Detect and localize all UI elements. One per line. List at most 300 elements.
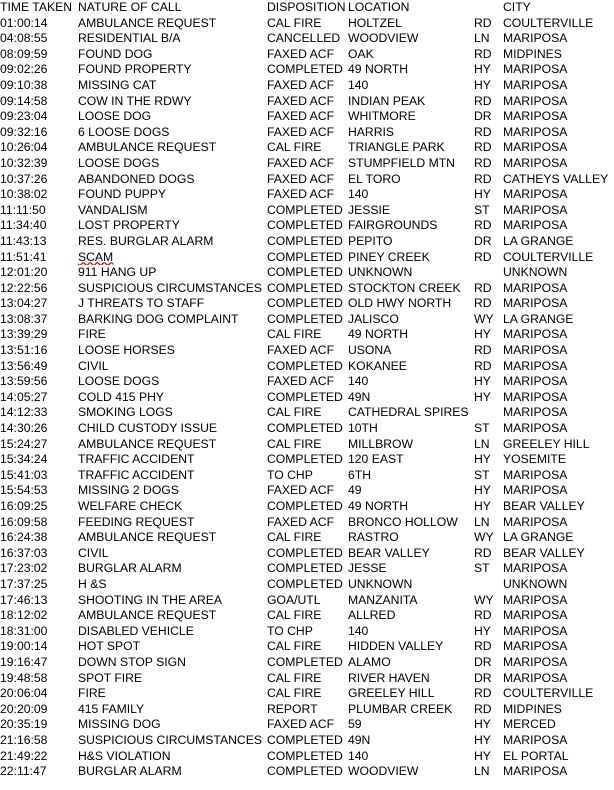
cell-time-taken: 14:12:33 bbox=[0, 405, 48, 420]
cell-disposition: TO CHP bbox=[267, 623, 313, 638]
header-disposition: DISPOSITION bbox=[267, 0, 346, 14]
cell-time-taken: 08:09:59 bbox=[0, 46, 48, 61]
cell-nature-of-call: COW IN THE RDWY bbox=[78, 93, 192, 108]
table-row bbox=[0, 265, 614, 281]
cell-nature-of-call: J THREATS TO STAFF bbox=[78, 296, 205, 311]
cell-street-suffix: DR bbox=[474, 109, 492, 124]
cell-nature-of-call: SCAM bbox=[78, 249, 114, 264]
cell-nature-of-call: MISSING DOG bbox=[78, 717, 161, 732]
table-row bbox=[0, 47, 614, 63]
cell-location: PLUMBAR CREEK bbox=[348, 701, 453, 716]
cell-nature-of-call: LOOSE HORSES bbox=[78, 343, 175, 358]
cell-city: MARIPOSA bbox=[503, 218, 568, 233]
table-row bbox=[0, 530, 614, 546]
cell-disposition: GOA/UTL bbox=[267, 592, 321, 607]
cell-street-suffix: DR bbox=[474, 233, 492, 248]
cell-street-suffix: ST bbox=[474, 467, 490, 482]
table-row bbox=[0, 452, 614, 468]
cell-location: 49 bbox=[348, 483, 362, 498]
call-log-body bbox=[0, 16, 614, 780]
table-row bbox=[0, 593, 614, 609]
cell-location: MILLBROW bbox=[348, 436, 414, 451]
cell-time-taken: 11:43:13 bbox=[0, 233, 47, 248]
cell-location: PEPITO bbox=[348, 233, 393, 248]
cell-nature-of-call: H&S VIOLATION bbox=[78, 748, 171, 763]
table-row bbox=[0, 561, 614, 577]
cell-city: YOSEMITE bbox=[503, 452, 566, 467]
cell-city: MARIPOSA bbox=[503, 623, 568, 638]
cell-city: MARIPOSA bbox=[503, 109, 568, 124]
cell-time-taken: 01:00:14 bbox=[0, 15, 48, 30]
cell-disposition: COMPLETED bbox=[267, 389, 343, 404]
cell-nature-of-call: BURGLAR ALARM bbox=[78, 764, 182, 779]
cell-city: MARIPOSA bbox=[503, 31, 568, 46]
cell-time-taken: 21:49:22 bbox=[0, 748, 48, 763]
cell-time-taken: 21:16:58 bbox=[0, 732, 48, 747]
cell-street-suffix bbox=[474, 577, 503, 593]
cell-location: 49 NORTH bbox=[348, 327, 409, 342]
cell-city: MIDPINES bbox=[503, 701, 562, 716]
cell-street-suffix: WY bbox=[474, 311, 494, 326]
cell-disposition: CAL FIRE bbox=[267, 639, 322, 654]
cell-location: 49N bbox=[348, 732, 371, 747]
cell-disposition: CAL FIRE bbox=[267, 686, 322, 701]
cell-street-suffix: ST bbox=[474, 202, 490, 217]
cell-location: STOCKTON CREEK bbox=[348, 280, 461, 295]
cell-disposition: COMPLETED bbox=[267, 296, 343, 311]
cell-location: BEAR VALLEY bbox=[348, 545, 430, 560]
cell-location: RASTRO bbox=[348, 530, 399, 545]
cell-city: MARIPOSA bbox=[503, 421, 568, 436]
table-row bbox=[0, 717, 614, 733]
table-row bbox=[0, 608, 614, 624]
cell-nature-of-call: FIRE bbox=[78, 327, 106, 342]
cell-time-taken: 19:16:47 bbox=[0, 654, 48, 669]
cell-nature-of-call: FEEDING REQUEST bbox=[78, 514, 195, 529]
table-row bbox=[0, 156, 614, 172]
cell-street-suffix: HY bbox=[474, 77, 491, 92]
table-row bbox=[0, 172, 614, 188]
table-row bbox=[0, 639, 614, 655]
cell-time-taken: 15:41:03 bbox=[0, 467, 48, 482]
cell-nature-of-call: CIVIL bbox=[78, 545, 109, 560]
cell-city: COULTERVILLE bbox=[503, 686, 594, 701]
table-row bbox=[0, 655, 614, 671]
cell-city: CATHEYS VALLEY bbox=[503, 171, 609, 186]
cell-street-suffix bbox=[474, 265, 503, 281]
cell-disposition: COMPLETED bbox=[267, 452, 343, 467]
cell-time-taken: 13:39:29 bbox=[0, 327, 48, 342]
cell-disposition: COMPLETED bbox=[267, 249, 343, 264]
table-row bbox=[0, 483, 614, 499]
cell-location: OAK bbox=[348, 46, 374, 61]
cell-nature-of-call: TRAFFIC ACCIDENT bbox=[78, 467, 195, 482]
cell-city: LA GRANGE bbox=[503, 530, 574, 545]
cell-nature-of-call: AMBULANCE REQUEST bbox=[78, 608, 217, 623]
cell-location: ALAMO bbox=[348, 654, 391, 669]
table-row bbox=[0, 187, 614, 203]
table-row bbox=[0, 421, 614, 437]
cell-street-suffix: RD bbox=[474, 140, 492, 155]
cell-time-taken: 16:37:03 bbox=[0, 545, 48, 560]
cell-street-suffix: RD bbox=[474, 701, 492, 716]
cell-disposition: FAXED ACF bbox=[267, 187, 335, 202]
cell-location: KOKANEE bbox=[348, 358, 407, 373]
cell-disposition: COMPLETED bbox=[267, 311, 343, 326]
cell-time-taken: 18:12:02 bbox=[0, 608, 48, 623]
cell-nature-of-call: FOUND PROPERTY bbox=[78, 62, 192, 77]
cell-time-taken: 04:08:55 bbox=[0, 31, 48, 46]
cell-location: HARRIS bbox=[348, 124, 395, 139]
cell-location: 49 NORTH bbox=[348, 499, 409, 513]
cell-time-taken: 12:01:20 bbox=[0, 265, 48, 280]
cell-location: FAIRGROUNDS bbox=[348, 218, 438, 233]
cell-nature-of-call: LOST PROPERTY bbox=[78, 218, 180, 233]
cell-time-taken: 09:23:04 bbox=[0, 109, 48, 124]
cell-city: MARIPOSA bbox=[503, 187, 568, 202]
table-row bbox=[0, 686, 614, 702]
cell-location: UNKNOWN bbox=[348, 265, 413, 280]
cell-street-suffix: RD bbox=[474, 124, 492, 139]
table-row bbox=[0, 16, 614, 32]
cell-nature-of-call: SUSPICIOUS CIRCUMSTANCES bbox=[78, 280, 262, 295]
cell-street-suffix: WY bbox=[474, 592, 494, 607]
cell-disposition: FAXED ACF bbox=[267, 109, 335, 124]
cell-nature-of-call: WELFARE CHECK bbox=[78, 499, 183, 513]
cell-time-taken: 18:31:00 bbox=[0, 623, 48, 638]
cell-city: MERCED bbox=[503, 717, 556, 732]
cell-location: JESSIE bbox=[348, 202, 390, 217]
cell-city: MARIPOSA bbox=[503, 389, 568, 404]
table-row bbox=[0, 499, 614, 515]
cell-disposition: TO CHP bbox=[267, 467, 313, 482]
cell-street-suffix: RD bbox=[474, 608, 492, 623]
cell-time-taken: 16:24:38 bbox=[0, 530, 48, 545]
cell-nature-of-call: 6 LOOSE DOGS bbox=[78, 124, 170, 139]
table-row bbox=[0, 671, 614, 687]
cell-city: MARIPOSA bbox=[503, 483, 568, 498]
cell-nature-of-call: DISABLED VEHICLE bbox=[78, 623, 194, 638]
cell-disposition: COMPLETED bbox=[267, 561, 343, 576]
cell-time-taken: 13:56:49 bbox=[0, 358, 48, 373]
cell-street-suffix: ST bbox=[474, 421, 490, 436]
cell-street-suffix: RD bbox=[474, 343, 492, 358]
cell-street-suffix: RD bbox=[474, 15, 492, 30]
cell-disposition: COMPLETED bbox=[267, 732, 343, 747]
cell-disposition: FAXED ACF bbox=[267, 717, 335, 732]
table-row bbox=[0, 468, 614, 484]
cell-street-suffix: HY bbox=[474, 327, 491, 342]
cell-location: TRIANGLE PARK bbox=[348, 140, 445, 155]
table-row bbox=[0, 250, 614, 266]
cell-nature-of-call: ABANDONED DOGS bbox=[78, 171, 195, 186]
header-row bbox=[0, 0, 614, 16]
cell-location: WOODVIEW bbox=[348, 764, 419, 779]
cell-time-taken: 17:37:25 bbox=[0, 576, 48, 591]
cell-time-taken: 11:34:40 bbox=[0, 218, 47, 233]
cell-disposition: FAXED ACF bbox=[267, 46, 335, 61]
cell-time-taken: 15:54:53 bbox=[0, 483, 48, 498]
cell-street-suffix: RD bbox=[474, 296, 492, 311]
cell-time-taken: 09:10:38 bbox=[0, 77, 48, 92]
cell-city: MARIPOSA bbox=[503, 592, 568, 607]
cell-nature-of-call: SHOOTING IN THE AREA bbox=[78, 592, 223, 607]
cell-street-suffix: LN bbox=[474, 764, 490, 779]
cell-time-taken: 13:51:16 bbox=[0, 343, 48, 358]
cell-nature-of-call: FIRE bbox=[78, 686, 106, 701]
cell-nature-of-call: COLD 415 PHY bbox=[78, 389, 165, 404]
cell-street-suffix: RD bbox=[474, 249, 492, 264]
table-row bbox=[0, 296, 614, 312]
cell-time-taken: 10:26:04 bbox=[0, 140, 48, 155]
cell-street-suffix: RD bbox=[474, 46, 492, 61]
cell-time-taken: 13:59:56 bbox=[0, 374, 48, 389]
cell-disposition: FAXED ACF bbox=[267, 483, 335, 498]
cell-time-taken: 20:20:09 bbox=[0, 701, 48, 716]
table-row bbox=[0, 374, 614, 390]
cell-time-taken: 13:04:27 bbox=[0, 296, 48, 311]
cell-street-suffix: RD bbox=[474, 280, 492, 295]
cell-street-suffix: ST bbox=[474, 561, 490, 576]
cell-time-taken: 09:32:16 bbox=[0, 124, 48, 139]
cell-street-suffix: RD bbox=[474, 171, 492, 186]
table-row bbox=[0, 359, 614, 375]
cell-location: WOODVIEW bbox=[348, 31, 419, 46]
cell-nature-of-call: H &S bbox=[78, 576, 107, 591]
cell-street-suffix: RD bbox=[474, 639, 492, 654]
cell-disposition: CAL FIRE bbox=[267, 15, 322, 30]
cell-city: MARIPOSA bbox=[503, 561, 568, 576]
cell-location: PINEY CREEK bbox=[348, 249, 430, 264]
cell-city: MARIPOSA bbox=[503, 327, 568, 342]
table-row bbox=[0, 624, 614, 640]
table-row bbox=[0, 515, 614, 531]
header-location: LOCATION bbox=[348, 0, 410, 14]
table-row bbox=[0, 94, 614, 110]
cell-time-taken: 22:11:47 bbox=[0, 764, 47, 779]
cell-city: MARIPOSA bbox=[503, 608, 568, 623]
cell-nature-of-call: TRAFFIC ACCIDENT bbox=[78, 452, 195, 467]
cell-street-suffix: LN bbox=[474, 514, 490, 529]
cell-city: MARIPOSA bbox=[503, 764, 568, 779]
cell-disposition: FAXED ACF bbox=[267, 171, 335, 186]
cell-city: MARIPOSA bbox=[503, 514, 568, 529]
cell-nature-of-call: AMBULANCE REQUEST bbox=[78, 15, 217, 30]
cell-city: MARIPOSA bbox=[503, 405, 568, 420]
cell-city: MARIPOSA bbox=[503, 467, 568, 482]
cell-nature-of-call: RES. BURGLAR ALARM bbox=[78, 233, 214, 248]
table-row bbox=[0, 327, 614, 343]
header-street-suffix bbox=[474, 0, 503, 16]
cell-disposition: COMPLETED bbox=[267, 280, 343, 295]
cell-nature-of-call: RESIDENTIAL B/A bbox=[78, 31, 181, 46]
cell-street-suffix: DR bbox=[474, 670, 492, 685]
cell-disposition: COMPLETED bbox=[267, 218, 343, 233]
cell-street-suffix: HY bbox=[474, 483, 491, 498]
cell-disposition: CAL FIRE bbox=[267, 436, 322, 451]
cell-street-suffix: HY bbox=[474, 187, 491, 202]
cell-street-suffix: RD bbox=[474, 686, 492, 701]
cell-disposition: CANCELLED bbox=[267, 31, 341, 46]
cell-time-taken: 11:51:41 bbox=[0, 249, 47, 264]
cell-nature-of-call: FOUND DOG bbox=[78, 46, 153, 61]
cell-time-taken: 14:30:26 bbox=[0, 421, 48, 436]
cell-location: EL TORO bbox=[348, 171, 401, 186]
cell-disposition: FAXED ACF bbox=[267, 343, 335, 358]
cell-street-suffix: HY bbox=[474, 732, 491, 747]
cell-street-suffix: HY bbox=[474, 374, 491, 389]
table-row bbox=[0, 390, 614, 406]
cell-time-taken: 19:00:14 bbox=[0, 639, 48, 654]
table-row bbox=[0, 31, 614, 47]
cell-disposition: COMPLETED bbox=[267, 748, 343, 763]
cell-city: MARIPOSA bbox=[503, 93, 568, 108]
cell-nature-of-call: LOOSE DOG bbox=[78, 109, 152, 124]
cell-city: MIDPINES bbox=[503, 46, 562, 61]
cell-street-suffix bbox=[474, 405, 503, 421]
table-row bbox=[0, 78, 614, 94]
cell-nature-of-call: DOWN STOP SIGN bbox=[78, 654, 186, 669]
cell-location: 6TH bbox=[348, 467, 372, 482]
table-row bbox=[0, 62, 614, 78]
cell-location: CATHEDRAL SPIRES bbox=[348, 405, 469, 420]
cell-city: MARIPOSA bbox=[503, 124, 568, 139]
cell-time-taken: 17:23:02 bbox=[0, 561, 48, 576]
cell-location: MANZANITA bbox=[348, 592, 418, 607]
cell-city: MARIPOSA bbox=[503, 343, 568, 358]
cell-disposition: FAXED ACF bbox=[267, 124, 335, 139]
table-row bbox=[0, 203, 614, 219]
cell-disposition: CAL FIRE bbox=[267, 608, 322, 623]
cell-disposition: FAXED ACF bbox=[267, 77, 335, 92]
cell-disposition: COMPLETED bbox=[267, 499, 343, 513]
cell-time-taken: 14:05:27 bbox=[0, 389, 48, 404]
cell-location: UNKNOWN bbox=[348, 576, 413, 591]
cell-location: 49 NORTH bbox=[348, 62, 409, 77]
table-row bbox=[0, 405, 614, 421]
cell-disposition: FAXED ACF bbox=[267, 374, 335, 389]
cell-location: 59 bbox=[348, 717, 362, 732]
cell-city: MARIPOSA bbox=[503, 202, 568, 217]
cell-disposition: COMPLETED bbox=[267, 233, 343, 248]
cell-nature-of-call: VANDALISM bbox=[78, 202, 148, 217]
cell-nature-of-call: LOOSE DOGS bbox=[78, 155, 160, 170]
cell-time-taken: 20:06:04 bbox=[0, 686, 48, 701]
cell-nature-of-call: BURGLAR ALARM bbox=[78, 561, 182, 576]
cell-nature-of-call: AMBULANCE REQUEST bbox=[78, 140, 217, 155]
table-row bbox=[0, 281, 614, 297]
cell-nature-of-call: AMBULANCE REQUEST bbox=[78, 436, 217, 451]
cell-city: EL PORTAL bbox=[503, 748, 569, 763]
header-city: CITY bbox=[503, 0, 531, 14]
cell-nature-of-call: MISSING 2 DOGS bbox=[78, 483, 179, 498]
cell-location: 10TH bbox=[348, 421, 378, 436]
cell-time-taken: 13:08:37 bbox=[0, 311, 48, 326]
cell-location: 140 bbox=[348, 77, 369, 92]
cell-nature-of-call: SPOT FIRE bbox=[78, 670, 143, 685]
cell-nature-of-call: BARKING DOG COMPLAINT bbox=[78, 311, 239, 326]
header-time-taken: TIME TAKEN bbox=[0, 0, 73, 14]
cell-city: UNKNOWN bbox=[503, 576, 568, 591]
cell-location: INDIAN PEAK bbox=[348, 93, 426, 108]
cell-street-suffix: HY bbox=[474, 623, 491, 638]
cell-city: MARIPOSA bbox=[503, 670, 568, 685]
cell-city: MARIPOSA bbox=[503, 654, 568, 669]
cell-nature-of-call: 911 HANG UP bbox=[78, 265, 157, 280]
cell-street-suffix: LN bbox=[474, 436, 490, 451]
cell-time-taken: 16:09:58 bbox=[0, 514, 48, 529]
cell-location: 140 bbox=[348, 748, 369, 763]
cell-street-suffix: DR bbox=[474, 654, 492, 669]
table-row bbox=[0, 125, 614, 141]
cell-street-suffix: HY bbox=[474, 717, 491, 732]
cell-disposition: COMPLETED bbox=[267, 654, 343, 669]
table-row bbox=[0, 140, 614, 156]
cell-nature-of-call: CIVIL bbox=[78, 358, 109, 373]
cell-time-taken: 10:37:26 bbox=[0, 171, 48, 186]
cell-street-suffix: HY bbox=[474, 499, 491, 513]
cell-time-taken: 15:34:24 bbox=[0, 452, 48, 467]
cell-disposition: CAL FIRE bbox=[267, 327, 322, 342]
cell-time-taken: 12:22:56 bbox=[0, 280, 48, 295]
cell-disposition: CAL FIRE bbox=[267, 670, 322, 685]
cell-street-suffix: RD bbox=[474, 93, 492, 108]
cell-city: MARIPOSA bbox=[503, 280, 568, 295]
cell-disposition: CAL FIRE bbox=[267, 530, 322, 545]
cell-location: WHITMORE bbox=[348, 109, 416, 124]
cell-disposition: COMPLETED bbox=[267, 202, 343, 217]
cell-nature-of-call: AMBULANCE REQUEST bbox=[78, 530, 217, 545]
cell-disposition: COMPLETED bbox=[267, 421, 343, 436]
cell-city: MARIPOSA bbox=[503, 62, 568, 77]
cell-city: MARIPOSA bbox=[503, 374, 568, 389]
cell-street-suffix: WY bbox=[474, 530, 494, 545]
cell-nature-of-call: 415 FAMILY bbox=[78, 701, 145, 716]
cell-nature-of-call: CHILD CUSTODY ISSUE bbox=[78, 421, 218, 436]
cell-city: LA GRANGE bbox=[503, 311, 574, 326]
cell-nature-of-call: SUSPICIOUS CIRCUMSTANCES bbox=[78, 732, 262, 747]
cell-street-suffix: RD bbox=[474, 545, 492, 560]
cell-city: BEAR VALLEY bbox=[503, 499, 585, 513]
cell-location: STUMPFIELD MTN bbox=[348, 155, 455, 170]
cell-time-taken: 10:38:02 bbox=[0, 187, 48, 202]
cell-location: 120 EAST bbox=[348, 452, 404, 467]
table-row bbox=[0, 733, 614, 749]
cell-time-taken: 09:02:26 bbox=[0, 62, 48, 77]
cell-street-suffix: HY bbox=[474, 389, 491, 404]
cell-street-suffix: RD bbox=[474, 218, 492, 233]
cell-location: JESSE bbox=[348, 561, 387, 576]
cell-city: MARIPOSA bbox=[503, 358, 568, 373]
cell-disposition: COMPLETED bbox=[267, 545, 343, 560]
header-nature-of-call: NATURE OF CALL bbox=[78, 0, 182, 14]
cell-nature-of-call: FOUND PUPPY bbox=[78, 187, 167, 202]
table-row bbox=[0, 577, 614, 593]
cell-location: JALISCO bbox=[348, 311, 399, 326]
cell-street-suffix: HY bbox=[474, 62, 491, 77]
cell-time-taken: 15:24:27 bbox=[0, 436, 48, 451]
cell-disposition: REPORT bbox=[267, 701, 318, 716]
cell-street-suffix: LN bbox=[474, 31, 490, 46]
cell-disposition: FAXED ACF bbox=[267, 93, 335, 108]
cell-location: HIDDEN VALLEY bbox=[348, 639, 444, 654]
cell-city: MARIPOSA bbox=[503, 296, 568, 311]
cell-location: ALLRED bbox=[348, 608, 396, 623]
cell-street-suffix: RD bbox=[474, 155, 492, 170]
cell-disposition: FAXED ACF bbox=[267, 155, 335, 170]
cell-city: MARIPOSA bbox=[503, 77, 568, 92]
table-row bbox=[0, 749, 614, 765]
